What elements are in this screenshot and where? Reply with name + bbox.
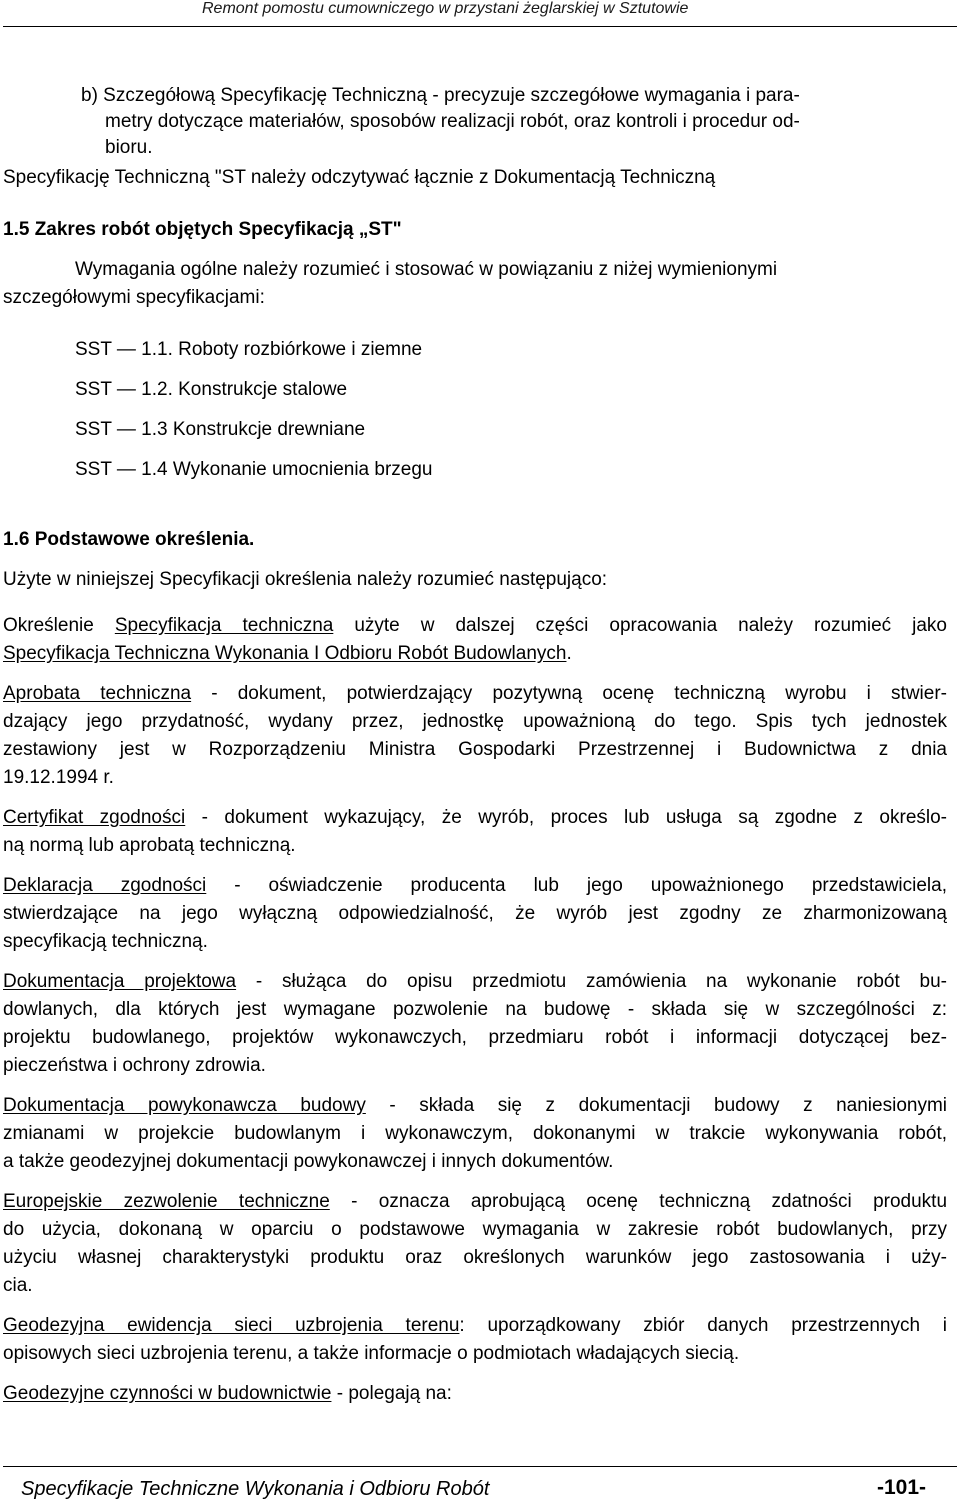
definition-europejskie-line2: do użycia, dokonaną w oparciu o podstawowe wymagania w zakresie robót budowlanych, przy	[3, 1219, 947, 1240]
definition-europejskie-line3: użyciu własnej charakterystyki produktu oraz określonych warunków jego zastosowania i uży-	[3, 1247, 947, 1268]
header-title: Remont pomostu cumowniczego w przystani żeglarskiej w Sztutowie	[202, 0, 689, 17]
definition-dokumentacja-projektowa-line1: Dokumentacja projektowa - służąca do opisu przedmiotu zamówienia na wykonanie robót bu-	[3, 971, 947, 992]
intro-b-line3: bioru.	[105, 137, 153, 158]
term-certyfikat-zgodnosci: Certyfikat zgodności	[3, 807, 186, 828]
intro-b-line1: b) Szczegółową Specyfikację Techniczną - precyzuje szczegółowe wymagania i para-	[81, 85, 800, 106]
definition-geodezyjna-ewidencja-line2: opisowych sieci uzbrojenia terenu, a także informacje o podmiotach władających siecią.	[3, 1343, 740, 1364]
footer-title: Specyfikacje Techniczne Wykonania i Odbioru Robót	[21, 1478, 490, 1500]
definition-dokumentacja-powykonawcza-line2: zmianami w projekcie budowlanym i wykonawczym, dokonanymi w trakcie wykonywania robót,	[3, 1123, 947, 1144]
definition-aprobata-line4: 19.12.1994 r.	[3, 767, 114, 788]
intro-b-line2: metry dotyczące materiałów, sposobów realizacji robót, oraz kontroli i procedur od-	[105, 111, 800, 132]
intro-note: Specyfikację Techniczną "ST należy odczytywać łącznie z Dokumentacją Techniczną	[3, 167, 716, 188]
definition-aprobata-line3: zestawiony jest w Rozporządzeniu Ministra Gospodarki Przestrzennej i Budownictwa z dnia	[3, 739, 947, 760]
definition-deklaracja-line1: Deklaracja zgodności - oświadczenie producenta lub jego upoważnionego przedstawiciela,	[3, 875, 948, 896]
definition-specyfikacja-line1: Określenie Specyfikacja techniczna użyte w dalszej części opracowania należy rozumieć jako	[3, 615, 947, 636]
definition-deklaracja-line3: specyfikacją techniczną.	[3, 931, 208, 952]
term-specyfikacja-techniczna: Specyfikacja techniczna	[114, 615, 334, 636]
section-1-5-line2: szczegółowymi specyfikacjami:	[3, 287, 265, 308]
sst-item: SST — 1.2. Konstrukcje stalowe	[75, 379, 348, 400]
definition-specyfikacja-line2: Specyfikacja Techniczna Wykonania I Odbioru Robót Budowlanych.	[3, 643, 572, 664]
definition-dokumentacja-powykonawcza-line1: Dokumentacja powykonawcza budowy - składa się z dokumentacji budowy z naniesionymi	[3, 1095, 947, 1116]
definition-dokumentacja-projektowa-line2: dowlanych, dla których jest wymagane pozwolenie na budowę - składa się w szczególności z:	[3, 999, 947, 1020]
term-geodezyjne-czynnosci: Geodezyjne czynności w budownictwie	[3, 1383, 332, 1404]
footer-rule	[3, 1466, 957, 1467]
sst-item: SST — 1.3 Konstrukcje drewniane	[75, 419, 366, 440]
definition-dokumentacja-projektowa-line3: projektu budowlanego, projektów wykonawczych, przedmiaru robót i informacji dotyczącej bez-	[3, 1027, 947, 1048]
definition-aprobata-line2: dzający jego przydatność, wydany przez, jednostkę upoważnioną do tego. Spis tych jednostek	[3, 711, 947, 732]
definition-europejskie-line1: Europejskie zezwolenie techniczne - oznacza aprobującą ocenę techniczną zdatności produktu	[3, 1191, 948, 1212]
term-dokumentacja-powykonawcza: Dokumentacja powykonawcza budowy	[3, 1095, 366, 1116]
section-1-6-heading: 1.6 Podstawowe określenia.	[3, 529, 255, 550]
term-specyfikacja-wykonania: Specyfikacja Techniczna Wykonania I Odbioru Robót Budowlanych	[3, 643, 567, 664]
term-deklaracja-zgodnosci: Deklaracja zgodności	[3, 875, 207, 896]
definition-dokumentacja-projektowa-line4: pieczeństwa i ochrony zdrowia.	[3, 1055, 266, 1076]
sst-item: SST — 1.4 Wykonanie umocnienia brzegu	[75, 459, 433, 480]
term-europejskie-zezwolenie: Europejskie zezwolenie techniczne	[3, 1191, 330, 1212]
definition-deklaracja-line2: stwierdzające na jego wyłączną odpowiedzialność, że wyrób jest zgodny ze zharmonizowaną	[3, 903, 947, 924]
definition-aprobata-line1: Aprobata techniczna - dokument, potwierdzający pozytywną ocenę techniczną wyrobu i stwier-	[3, 683, 947, 704]
definition-dokumentacja-powykonawcza-line3: a także geodezyjnej dokumentacji powykonawczej i innych dokumentów.	[3, 1151, 614, 1172]
definition-geodezyjne-czynnosci: Geodezyjne czynności w budownictwie - polegają na:	[3, 1383, 452, 1404]
term-aprobata-techniczna: Aprobata techniczna	[3, 683, 192, 704]
page-header	[0, 0, 960, 29]
section-1-5-line1: Wymagania ogólne należy rozumieć i stosować w powiązaniu z niżej wymienionymi	[75, 259, 778, 280]
section-1-6-intro: Użyte w niniejszej Specyfikacji określenia należy rozumieć następująco:	[3, 569, 608, 590]
header-rule	[3, 26, 957, 27]
page-number: -101-	[876, 1476, 926, 1499]
term-geodezyjna-ewidencja: Geodezyjna ewidencja sieci uzbrojenia terenu	[3, 1315, 460, 1336]
definition-certyfikat-line1: Certyfikat zgodności - dokument wykazujący, że wyrób, proces lub usługa są zgodne z określo-	[3, 807, 947, 828]
section-1-5-heading: 1.5 Zakres robót objętych Specyfikacją „ST"	[3, 219, 402, 240]
definition-geodezyjna-ewidencja-line1: Geodezyjna ewidencja sieci uzbrojenia terenu: uporządkowany zbiór danych przestrzennych i	[3, 1315, 947, 1336]
term-dokumentacja-projektowa: Dokumentacja projektowa	[3, 971, 237, 992]
definition-europejskie-line4: cia.	[3, 1275, 33, 1296]
sst-item: SST — 1.1. Roboty rozbiórkowe i ziemne	[75, 339, 423, 360]
definition-certyfikat-line2: ną normą lub aprobatą techniczną.	[3, 835, 296, 856]
